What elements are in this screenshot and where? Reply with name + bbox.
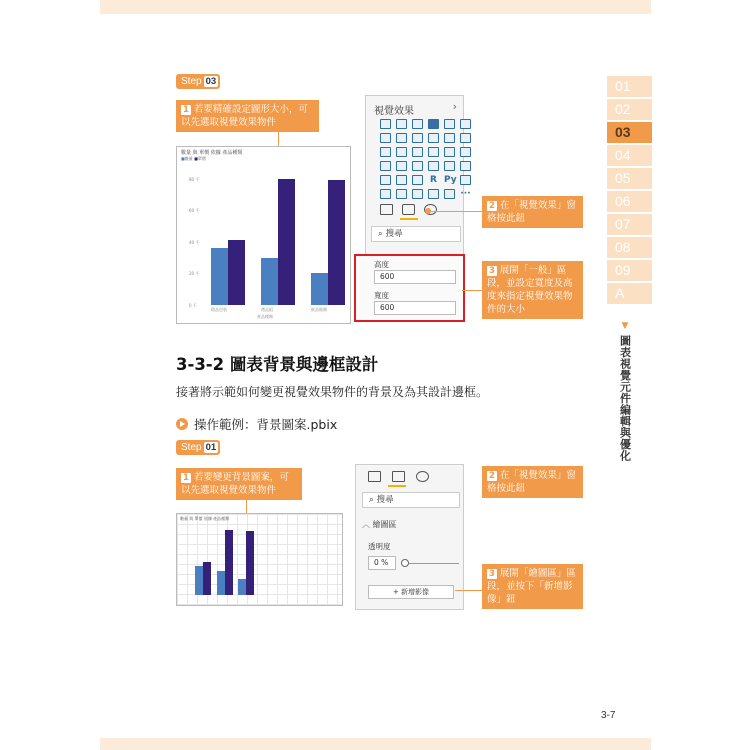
clustered-column-icon[interactable] bbox=[428, 119, 439, 129]
ribbon-chart-icon[interactable] bbox=[460, 133, 471, 143]
stacked-column-icon[interactable] bbox=[412, 119, 423, 129]
search-input[interactable]: ⌕ 搜尋 bbox=[362, 492, 460, 508]
bar-單價-禮盒組[interactable] bbox=[278, 179, 295, 305]
bar-單價-飲品飯類[interactable] bbox=[246, 531, 254, 595]
filled-map-icon[interactable] bbox=[396, 161, 407, 171]
chart-plot-area bbox=[189, 163, 349, 313]
width-input[interactable]: 600 bbox=[374, 301, 456, 315]
treemap-icon[interactable] bbox=[460, 147, 471, 157]
chapter-tab-02: 02 bbox=[607, 99, 652, 120]
format-pane bbox=[355, 464, 464, 610]
pane-title: 視覺效果 bbox=[374, 106, 414, 117]
funnel-icon[interactable] bbox=[396, 147, 407, 157]
bar-數量-飲品飯類[interactable] bbox=[311, 273, 328, 305]
callout-text: 在「視覺效果」窗格按此鈕 bbox=[487, 200, 576, 224]
callout-a1 bbox=[176, 100, 319, 132]
r-visual-icon[interactable]: R bbox=[430, 175, 437, 185]
area-chart-icon[interactable] bbox=[396, 133, 407, 143]
100-bar-icon[interactable] bbox=[444, 119, 455, 129]
clustered-bar-icon[interactable] bbox=[396, 119, 407, 129]
y-tick-label: 20 千 bbox=[189, 271, 200, 277]
slicer-icon[interactable] bbox=[380, 175, 391, 185]
top-band bbox=[100, 0, 651, 14]
height-label: 高度 bbox=[374, 260, 389, 269]
step-number: 03 bbox=[205, 76, 217, 87]
analytics-icon[interactable] bbox=[416, 471, 429, 482]
example-label: 操作範例：背景圖案.pbix bbox=[194, 417, 338, 432]
table-icon[interactable] bbox=[396, 175, 407, 185]
search-placeholder: 搜尋 bbox=[376, 495, 394, 505]
callout-text: 若要精確設定圖形大小，可以先選取視覺效果物件 bbox=[181, 104, 308, 128]
x-tick-label: 飲品飯類 bbox=[311, 307, 327, 312]
y-tick-label: 60 千 bbox=[189, 208, 200, 214]
callout-text: 展開「繪圖區」區段，並按下「新增影像」鈕 bbox=[487, 568, 576, 605]
callout-b3 bbox=[482, 564, 583, 609]
bar-數量-禮盒組[interactable] bbox=[217, 571, 225, 595]
visual-icon-grid bbox=[380, 119, 473, 201]
chart-title: 數量 與 單價 依據 產品種類 bbox=[181, 150, 243, 156]
active-tab-indicator bbox=[400, 218, 418, 220]
visualizations-pane bbox=[365, 95, 471, 322]
transparency-input[interactable] bbox=[368, 556, 396, 570]
bar-單價-禮盒組[interactable] bbox=[225, 530, 233, 595]
step-badge-a bbox=[176, 74, 220, 89]
paginated-icon[interactable] bbox=[428, 189, 439, 199]
triangle-icon: ▼ bbox=[621, 321, 629, 331]
transparency-label: 透明度 bbox=[368, 542, 391, 551]
decomposition-icon[interactable] bbox=[380, 189, 391, 199]
add-image-button[interactable]: + 新增影像 bbox=[368, 585, 454, 599]
height-input[interactable]: 600 bbox=[374, 270, 456, 284]
bar-數量-精品包裝[interactable] bbox=[195, 566, 203, 595]
legend-item: 單價 bbox=[197, 156, 206, 161]
search-input[interactable]: ⌕ 搜尋 bbox=[371, 226, 461, 242]
qa-icon[interactable] bbox=[396, 189, 407, 199]
x-tick-label: 精品包裝 bbox=[211, 307, 227, 312]
stacked-bar-icon[interactable] bbox=[380, 119, 391, 129]
transparency-value: 0 bbox=[374, 558, 379, 567]
callout-b1 bbox=[176, 468, 302, 500]
bar-單價-精品包裝[interactable] bbox=[228, 240, 245, 305]
chapter-tab-a: A bbox=[607, 283, 652, 304]
section-heading: 3-3-2 圖表背景與邊框設計 bbox=[176, 355, 379, 374]
callout-a2 bbox=[482, 196, 583, 228]
callout-number: 1 bbox=[183, 473, 189, 483]
gauge-icon[interactable] bbox=[428, 161, 439, 171]
leader-line bbox=[428, 211, 482, 212]
python-visual-icon[interactable]: Py bbox=[444, 175, 457, 185]
width-label: 寬度 bbox=[374, 291, 389, 300]
leader-dot bbox=[425, 208, 431, 214]
transparency-unit: % bbox=[381, 558, 389, 567]
step-number: 01 bbox=[205, 442, 217, 453]
build-visual-icon[interactable] bbox=[368, 471, 381, 482]
chart-screenshot-b[interactable] bbox=[176, 513, 343, 606]
callout-text: 在「視覺效果」窗格按此鈕 bbox=[487, 470, 576, 494]
side-chapter-title bbox=[618, 320, 632, 465]
y-tick-label: 0 千 bbox=[189, 303, 197, 308]
callout-text: 展開「一般」區段，並設定寬度及高度來指定視覺效果物件的大小 bbox=[487, 265, 573, 315]
power-apps-icon[interactable] bbox=[444, 189, 455, 199]
narrative-icon[interactable] bbox=[412, 189, 423, 199]
page-number: 3-7 bbox=[601, 710, 616, 721]
chapter-tabs bbox=[607, 76, 652, 306]
step-label: Step bbox=[181, 76, 202, 87]
x-tick-label: 禮盒組 bbox=[261, 307, 273, 312]
line-column-icon[interactable] bbox=[428, 133, 439, 143]
intro-paragraph: 接著將示範如何變更視覺效果物件的背景及為其設計邊框。 bbox=[176, 385, 489, 399]
legend-item: 數量 bbox=[184, 156, 193, 161]
shape-map-icon[interactable] bbox=[412, 161, 423, 171]
bar-數量-精品包裝[interactable] bbox=[211, 248, 228, 305]
chapter-tab-09: 09 bbox=[607, 260, 652, 281]
x-axis-label: 產品種類 bbox=[257, 314, 273, 319]
bar-單價-飲品飯類[interactable] bbox=[328, 180, 345, 305]
kpi-icon[interactable] bbox=[460, 161, 471, 171]
chart-screenshot-a[interactable] bbox=[176, 146, 351, 324]
leader-line bbox=[462, 290, 482, 291]
section-label: 繪圖區 bbox=[372, 520, 397, 529]
pie-chart-icon[interactable] bbox=[428, 147, 439, 157]
matrix-icon[interactable] bbox=[412, 175, 423, 185]
card-icon[interactable] bbox=[444, 161, 455, 171]
format-visual-icon[interactable] bbox=[402, 204, 415, 215]
donut-chart-icon[interactable] bbox=[444, 147, 455, 157]
chevron-up-icon: ︿ bbox=[362, 520, 370, 529]
100-column-icon[interactable] bbox=[460, 119, 471, 129]
active-tab-indicator bbox=[388, 485, 406, 487]
chapter-tab-01: 01 bbox=[607, 76, 652, 97]
step-label: Step bbox=[181, 442, 202, 453]
build-visual-icon[interactable] bbox=[380, 204, 393, 215]
waterfall-icon[interactable] bbox=[380, 147, 391, 157]
chart-plot-area bbox=[187, 522, 257, 597]
bar-數量-禮盒組[interactable] bbox=[261, 258, 278, 305]
callout-text: 若要變更背景圖案，可以先選取視覺效果物件 bbox=[181, 472, 289, 496]
scatter-icon[interactable] bbox=[412, 147, 423, 157]
stacked-area-icon[interactable] bbox=[412, 133, 423, 143]
chevron-right-icon[interactable]: › bbox=[452, 100, 457, 113]
side-title-text: 圖表視覺元件編輯與優化 bbox=[618, 335, 632, 462]
transparency-slider-knob[interactable] bbox=[401, 559, 409, 567]
chapter-tab-03: 03 bbox=[607, 122, 652, 143]
callout-number: 3 bbox=[489, 266, 495, 276]
map-icon[interactable] bbox=[380, 161, 391, 171]
key-influencers-icon[interactable] bbox=[460, 175, 471, 185]
line-chart-icon[interactable] bbox=[380, 133, 391, 143]
y-tick-label: 80 千 bbox=[189, 176, 200, 182]
chart-legend: ■數量 ■單價 bbox=[181, 156, 206, 161]
example-line bbox=[176, 415, 337, 433]
search-placeholder: 搜尋 bbox=[385, 229, 403, 239]
bottom-band bbox=[100, 738, 651, 750]
leader-line bbox=[455, 590, 482, 591]
callout-number: 1 bbox=[183, 105, 189, 115]
callout-number: 2 bbox=[489, 201, 495, 211]
callout-number: 3 bbox=[489, 569, 495, 579]
line-stacked-icon[interactable] bbox=[444, 133, 455, 143]
more-icon[interactable]: ··· bbox=[460, 189, 471, 199]
chapter-tab-05: 05 bbox=[607, 168, 652, 189]
callout-b2 bbox=[482, 466, 583, 498]
chapter-tab-07: 07 bbox=[607, 214, 652, 235]
plot-area-section[interactable] bbox=[362, 519, 397, 530]
bar-數量-飲品飯類[interactable] bbox=[238, 579, 246, 595]
step-badge-b bbox=[176, 440, 220, 455]
y-tick-label: 40 千 bbox=[189, 239, 200, 245]
callout-number: 2 bbox=[489, 471, 495, 481]
chapter-tab-08: 08 bbox=[607, 237, 652, 258]
chart-title: 數量 與 單價 依據 產品種類 bbox=[180, 516, 230, 521]
format-visual-icon[interactable] bbox=[392, 471, 405, 482]
callout-a3 bbox=[482, 261, 583, 319]
chapter-tab-06: 06 bbox=[607, 191, 652, 212]
transparency-slider[interactable] bbox=[409, 563, 459, 564]
play-icon bbox=[176, 418, 188, 430]
bar-單價-精品包裝[interactable] bbox=[203, 562, 211, 595]
chapter-tab-04: 04 bbox=[607, 145, 652, 166]
